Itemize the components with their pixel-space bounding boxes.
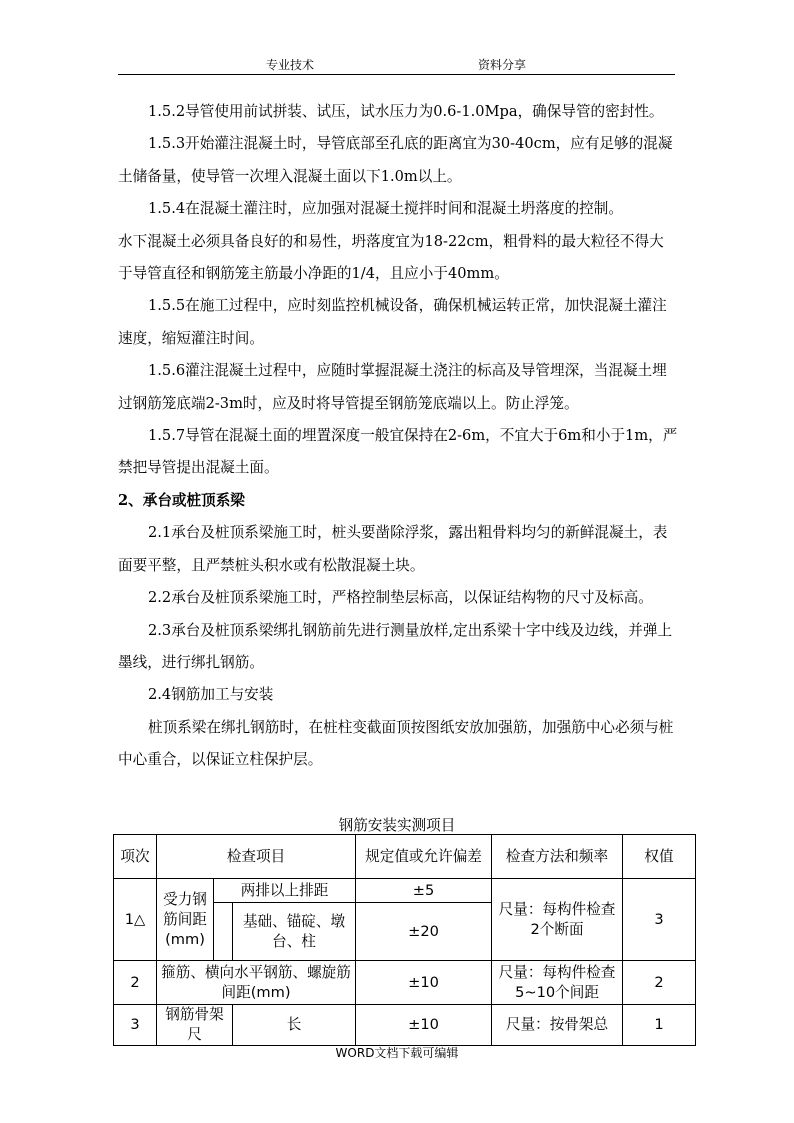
header-item: 检查项目 xyxy=(157,835,356,879)
paragraph: 2.1承台及桩顶系梁施工时，桩头要凿除浮浆，露出粗骨料均匀的新鲜混凝土，表面要平整，且严禁桩头积水或有松散混凝土块。 xyxy=(118,524,668,574)
page-header xyxy=(118,54,675,75)
row-method: 尺量：按骨架总 xyxy=(492,1005,623,1046)
paragraph: 1.5.7导管在混凝土面的埋置深度一般宜保持在2-6m，不宜大于6m和小于1m，严禁把导管提出混凝土面。 xyxy=(118,427,678,477)
paragraph: 水下混凝土必须具备良好的和易性，坍落度宜为18-22cm，粗骨料的最大粒径不得大于导管直径和钢筋笼主筋最小净距的1/4，且应小于40mm。 xyxy=(118,232,664,283)
header-weight: 权值 xyxy=(623,835,696,879)
row-weight: 2 xyxy=(623,961,696,1005)
row-tolerance: ±20 xyxy=(356,903,492,961)
row-empty-cell xyxy=(214,903,233,961)
header-right-text: 资料分享 xyxy=(478,58,527,72)
inspection-table xyxy=(113,834,696,1046)
header-no: 项次 xyxy=(114,835,157,879)
document-body xyxy=(118,96,678,777)
row-no: 1△ xyxy=(114,879,157,961)
row-sub-item: 基础、锚碇、墩台、柱 xyxy=(233,903,356,961)
row-method: 尺量：每构件检查5~10个间距 xyxy=(492,961,623,1005)
row-tolerance: ±10 xyxy=(356,1005,492,1046)
table-row xyxy=(114,879,696,903)
header-method: 检查方法和频率 xyxy=(492,835,623,879)
header-tolerance: 规定值或允许偏差 xyxy=(356,835,492,879)
page-footer: WORD文档下载可编辑 xyxy=(335,1046,459,1060)
table-row xyxy=(114,961,696,1005)
row-item: 箍筋、横向水平钢筋、螺旋筋间距(mm) xyxy=(157,961,356,1005)
row-sub-item: 两排以上排距 xyxy=(214,879,356,903)
row-tolerance: ±5 xyxy=(356,879,492,903)
row-tolerance: ±10 xyxy=(356,961,492,1005)
row-item: 钢筋骨架尺 xyxy=(157,1005,233,1046)
row-method: 尺量：每构件检查2个断面 xyxy=(492,879,623,961)
table-caption: 钢筋安装实测项目 xyxy=(338,817,456,834)
row-weight: 1 xyxy=(623,1005,696,1046)
paragraph: 2.2承台及桩顶系梁施工时，严格控制垫层标高，以保证结构物的尺寸及标高。 xyxy=(148,589,653,607)
paragraph: 1.5.5在施工过程中，应时刻监控机械设备，确保机械运转正常，加快混凝土灌注速度，缩短灌注时间。 xyxy=(118,297,667,347)
row-weight: 3 xyxy=(623,879,696,961)
subsection-heading: 2.4钢筋加工与安装 xyxy=(148,686,274,704)
paragraph: 2.3承台及桩顶系梁绑扎钢筋前先进行测量放样,定出系梁十字中线及边线，并弹上墨线，进行绑扎钢筋。 xyxy=(118,621,673,671)
row-no: 3 xyxy=(114,1005,157,1046)
paragraph: 桩顶系梁在绑扎钢筋时，在桩柱变截面顶按图纸安放加强筋，加强筋中心必须与桩中心重合，以保证立柱保护层。 xyxy=(118,718,674,769)
table-header-row xyxy=(114,835,696,879)
header-left-text: 专业技术 xyxy=(266,58,315,72)
row-no: 2 xyxy=(114,961,157,1005)
section-heading: 2、承台或桩顶系梁 xyxy=(118,491,245,509)
table-row xyxy=(114,1005,696,1046)
paragraph: 1.5.2导管使用前试拼装、试压，试水压力为0.6-1.0Mpa，确保导管的密封性。 xyxy=(148,103,664,120)
paragraph: 1.5.4在混凝土灌注时，应加强对混凝土搅拌时间和混凝土坍落度的控制。 xyxy=(148,200,623,218)
paragraph: 1.5.3开始灌注混凝土时，导管底部至孔底的距离宜为30-40cm，应有足够的混凝土储备量，使导管一次埋入混凝土面以下1.0m以上。 xyxy=(118,135,673,185)
paragraph: 1.5.6灌注混凝土过程中，应随时掌握混凝土浇注的标高及导管埋深，当混凝土埋过钢筋笼底端2-3m时，应及时将导管提至钢筋笼底端以上。防止浮笼。 xyxy=(118,362,667,412)
row-group-label: 受力钢筋间距(mm) xyxy=(157,879,214,961)
row-sub-item: 长 xyxy=(233,1005,356,1046)
